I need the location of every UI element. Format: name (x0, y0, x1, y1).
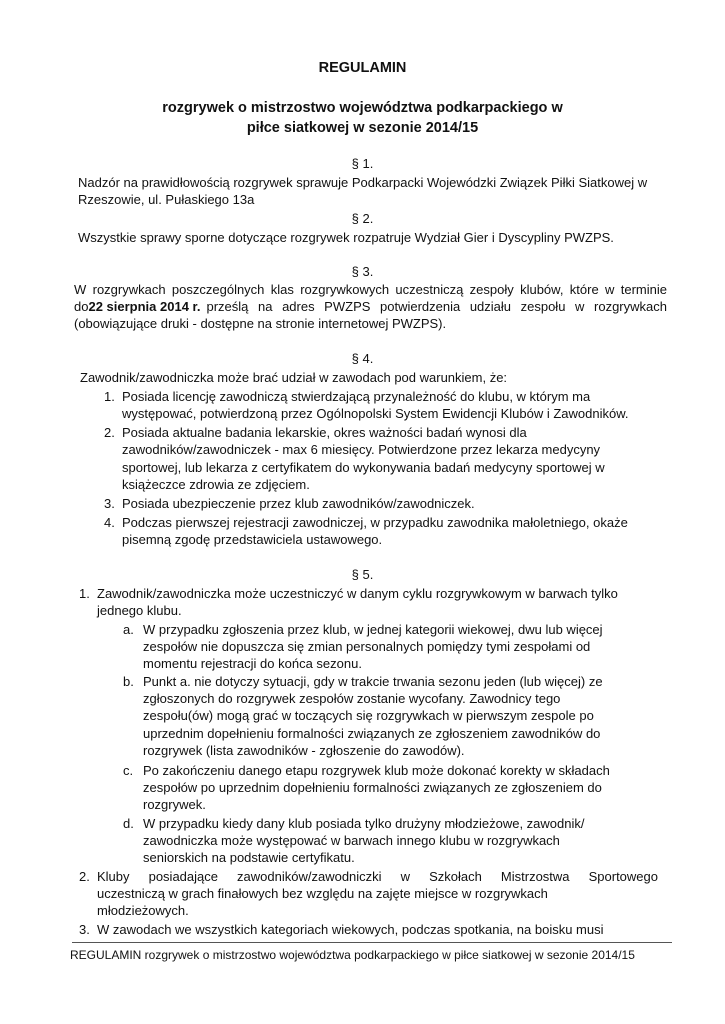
section-5-sub-d-num: d. (123, 816, 134, 831)
section-5-sub-c-line-1: Po zakończeniu danego etapu rozgrywek klub może dokonać korekty w składach (143, 763, 610, 778)
section-5-sub-c-line-3: rozgrywek. (143, 797, 206, 812)
section-5-sub-d-line-3: seniorskich na podstawie certyfikatu. (143, 850, 355, 865)
section-4-intro: Zawodnik/zawodniczka może brać udział w zawodach pod warunkiem, że: (80, 370, 508, 385)
page-footer: REGULAMIN rozgrywek o mistrzostwo województwa podkarpackiego w piłce siatkowej w sezonie 2014/15 (70, 948, 635, 962)
document-subtitle-line-1: rozgrywek o mistrzostwo województwa podkarpackiego w (162, 100, 563, 116)
section-3-text-line-2 (74, 298, 667, 315)
section-5-sub-b-num: b. (123, 674, 134, 689)
section-1-text-line-2: Rzeszowie, ul. Pułaskiego 13a (78, 192, 255, 207)
document-title: REGULAMIN (318, 60, 407, 76)
section-5-sub-a-num: a. (123, 622, 134, 637)
section-4-item-4-num: 4. (104, 515, 115, 530)
section-4-item-3-num: 3. (104, 496, 115, 511)
section-5-sub-d-line-2: zawodniczka może występować w barwach innego klubu w rozgrywkach (143, 833, 560, 848)
footer-divider (72, 942, 672, 943)
section-5-sub-a-line-1: W przypadku zgłoszenia przez klub, w jednej kategorii wiekowej, dwu lub więcej (143, 622, 603, 637)
section-4-item-4-line-1: Podczas pierwszej rejestracji zawodniczej, w przypadku zawodnika małoletniego, okaże (122, 515, 628, 530)
section-5-sub-a-line-2: zespołów nie dopuszcza się zmian personalnych pomiędzy tymi zespołami od (143, 639, 591, 654)
section-5-item-3-num: 3. (79, 922, 90, 937)
section-5-sub-b-line-3: zespołu(ów) mogą grać w toczących się rozgrywkach w pierwszym zespole po (143, 708, 594, 723)
section-5-item-3-line-1: W zawodach we wszystkich kategoriach wiekowych, podczas spotkania, na boisku musi (97, 922, 604, 937)
section-4-item-2-line-2: zawodników/zawodniczek - max 6 miesięcy. Potwierdzone przez lekarza medycyny (122, 442, 601, 457)
section-2-text-line-1: Wszystkie sprawy sporne dotyczące rozgrywek rozpatruje Wydział Gier i Dyscypliny PWZPS. (78, 230, 614, 245)
section-4-item-2-line-4: książeczce zdrowia ze zdjęciem. (122, 477, 310, 492)
section-5-item-2-line-1: Kluby posiadające zawodników/zawodniczki w Szkołach Mistrzostwa Sportowego (97, 869, 658, 884)
section-4-item-1-line-1: Posiada licencję zawodniczą stwierdzającą przynależność do klubu, w którym ma (122, 389, 591, 404)
section-4-item-2-num: 2. (104, 425, 115, 440)
section-4-item-3-line-1: Posiada ubezpieczenie przez klub zawodników/zawodniczek. (122, 496, 475, 511)
section-4-item-1-num: 1. (104, 389, 115, 404)
section-3-line-2-post: prześlą na adres PWZPS potwierdzenia udziału zespołu w rozgrywkach (206, 299, 667, 314)
section-5-item-2-num: 2. (79, 869, 90, 884)
section-4-mark: § 4. (351, 351, 374, 366)
section-4-item-1-line-2: występować, potwierdzoną przez Ogólnopolski System Ewidencji Klubów i Zawodników. (122, 406, 629, 421)
section-3-line-2-pre: do (74, 299, 89, 314)
section-5-sub-a-line-3: momentu rejestracji do końca sezonu. (143, 656, 362, 671)
section-3-text-line-1: W rozgrywkach poszczególnych klas rozgrywkowych uczestniczą zespoły klubów, które w terminie (74, 282, 667, 297)
section-5-item-1-line-1: Zawodnik/zawodniczka może uczestniczyć w danym cyklu rozgrywkowym w barwach tylko (97, 586, 618, 601)
section-5-sub-c-num: c. (123, 763, 134, 778)
document-subtitle-line-2: piłce siatkowej w sezonie 2014/15 (246, 120, 479, 136)
section-4-item-2-line-3: sportowej, lub lekarza z certyfikatem do wykonywania badań medycyny sportowej w (122, 460, 605, 475)
section-5-item-1-num: 1. (79, 586, 90, 601)
section-4-item-2-line-1: Posiada aktualne badania lekarskie, okres ważności badań wynosi dla (122, 425, 527, 440)
section-3-mark: § 3. (351, 264, 374, 279)
section-5-sub-b-line-1: Punkt a. nie dotyczy sytuacji, gdy w trakcie trwania sezonu jeden (lub więcej) ze (143, 674, 603, 689)
section-5-item-2-line-3: młodzieżowych. (97, 903, 189, 918)
section-1-text-line-1: Nadzór na prawidłowością rozgrywek sprawuje Podkarpacki Wojewódzki Związek Piłki Siatkowej w (78, 175, 648, 190)
section-4-item-4-line-2: pisemną zgodę przedstawiciela ustawowego. (122, 532, 383, 547)
section-3-text-line-3: (obowiązujące druki - dostępne na stronie internetowej PWZPS). (74, 316, 447, 331)
section-1-mark: § 1. (351, 156, 374, 171)
section-5-mark: § 5. (351, 567, 374, 582)
section-5-sub-b-line-2: zgłoszonych do rozgrywek zespołów zostanie wycofany. Zawodnicy tego (143, 691, 561, 706)
section-2-mark: § 2. (351, 211, 374, 226)
section-5-sub-b-line-5: rozgrywek (lista zawodników - zgłoszenie do zawodów). (143, 743, 465, 758)
section-3-deadline: 22 sierpnia 2014 r. (88, 299, 201, 314)
section-5-sub-d-line-1: W przypadku kiedy dany klub posiada tylko drużyny młodzieżowe, zawodnik/ (143, 816, 585, 831)
section-5-item-1-line-2: jednego klubu. (97, 603, 182, 618)
section-5-sub-c-line-2: zespołów po uprzednim dopełnieniu formalności związanych ze zgłoszeniem do (143, 780, 602, 795)
section-5-sub-b-line-4: uprzednim dopełnieniu formalności związanych ze zgłoszeniem zawodników do (143, 726, 601, 741)
section-5-item-2-line-2: uczestniczą w grach finałowych bez względu na zajęte miejsce w rozgrywkach (97, 886, 548, 901)
